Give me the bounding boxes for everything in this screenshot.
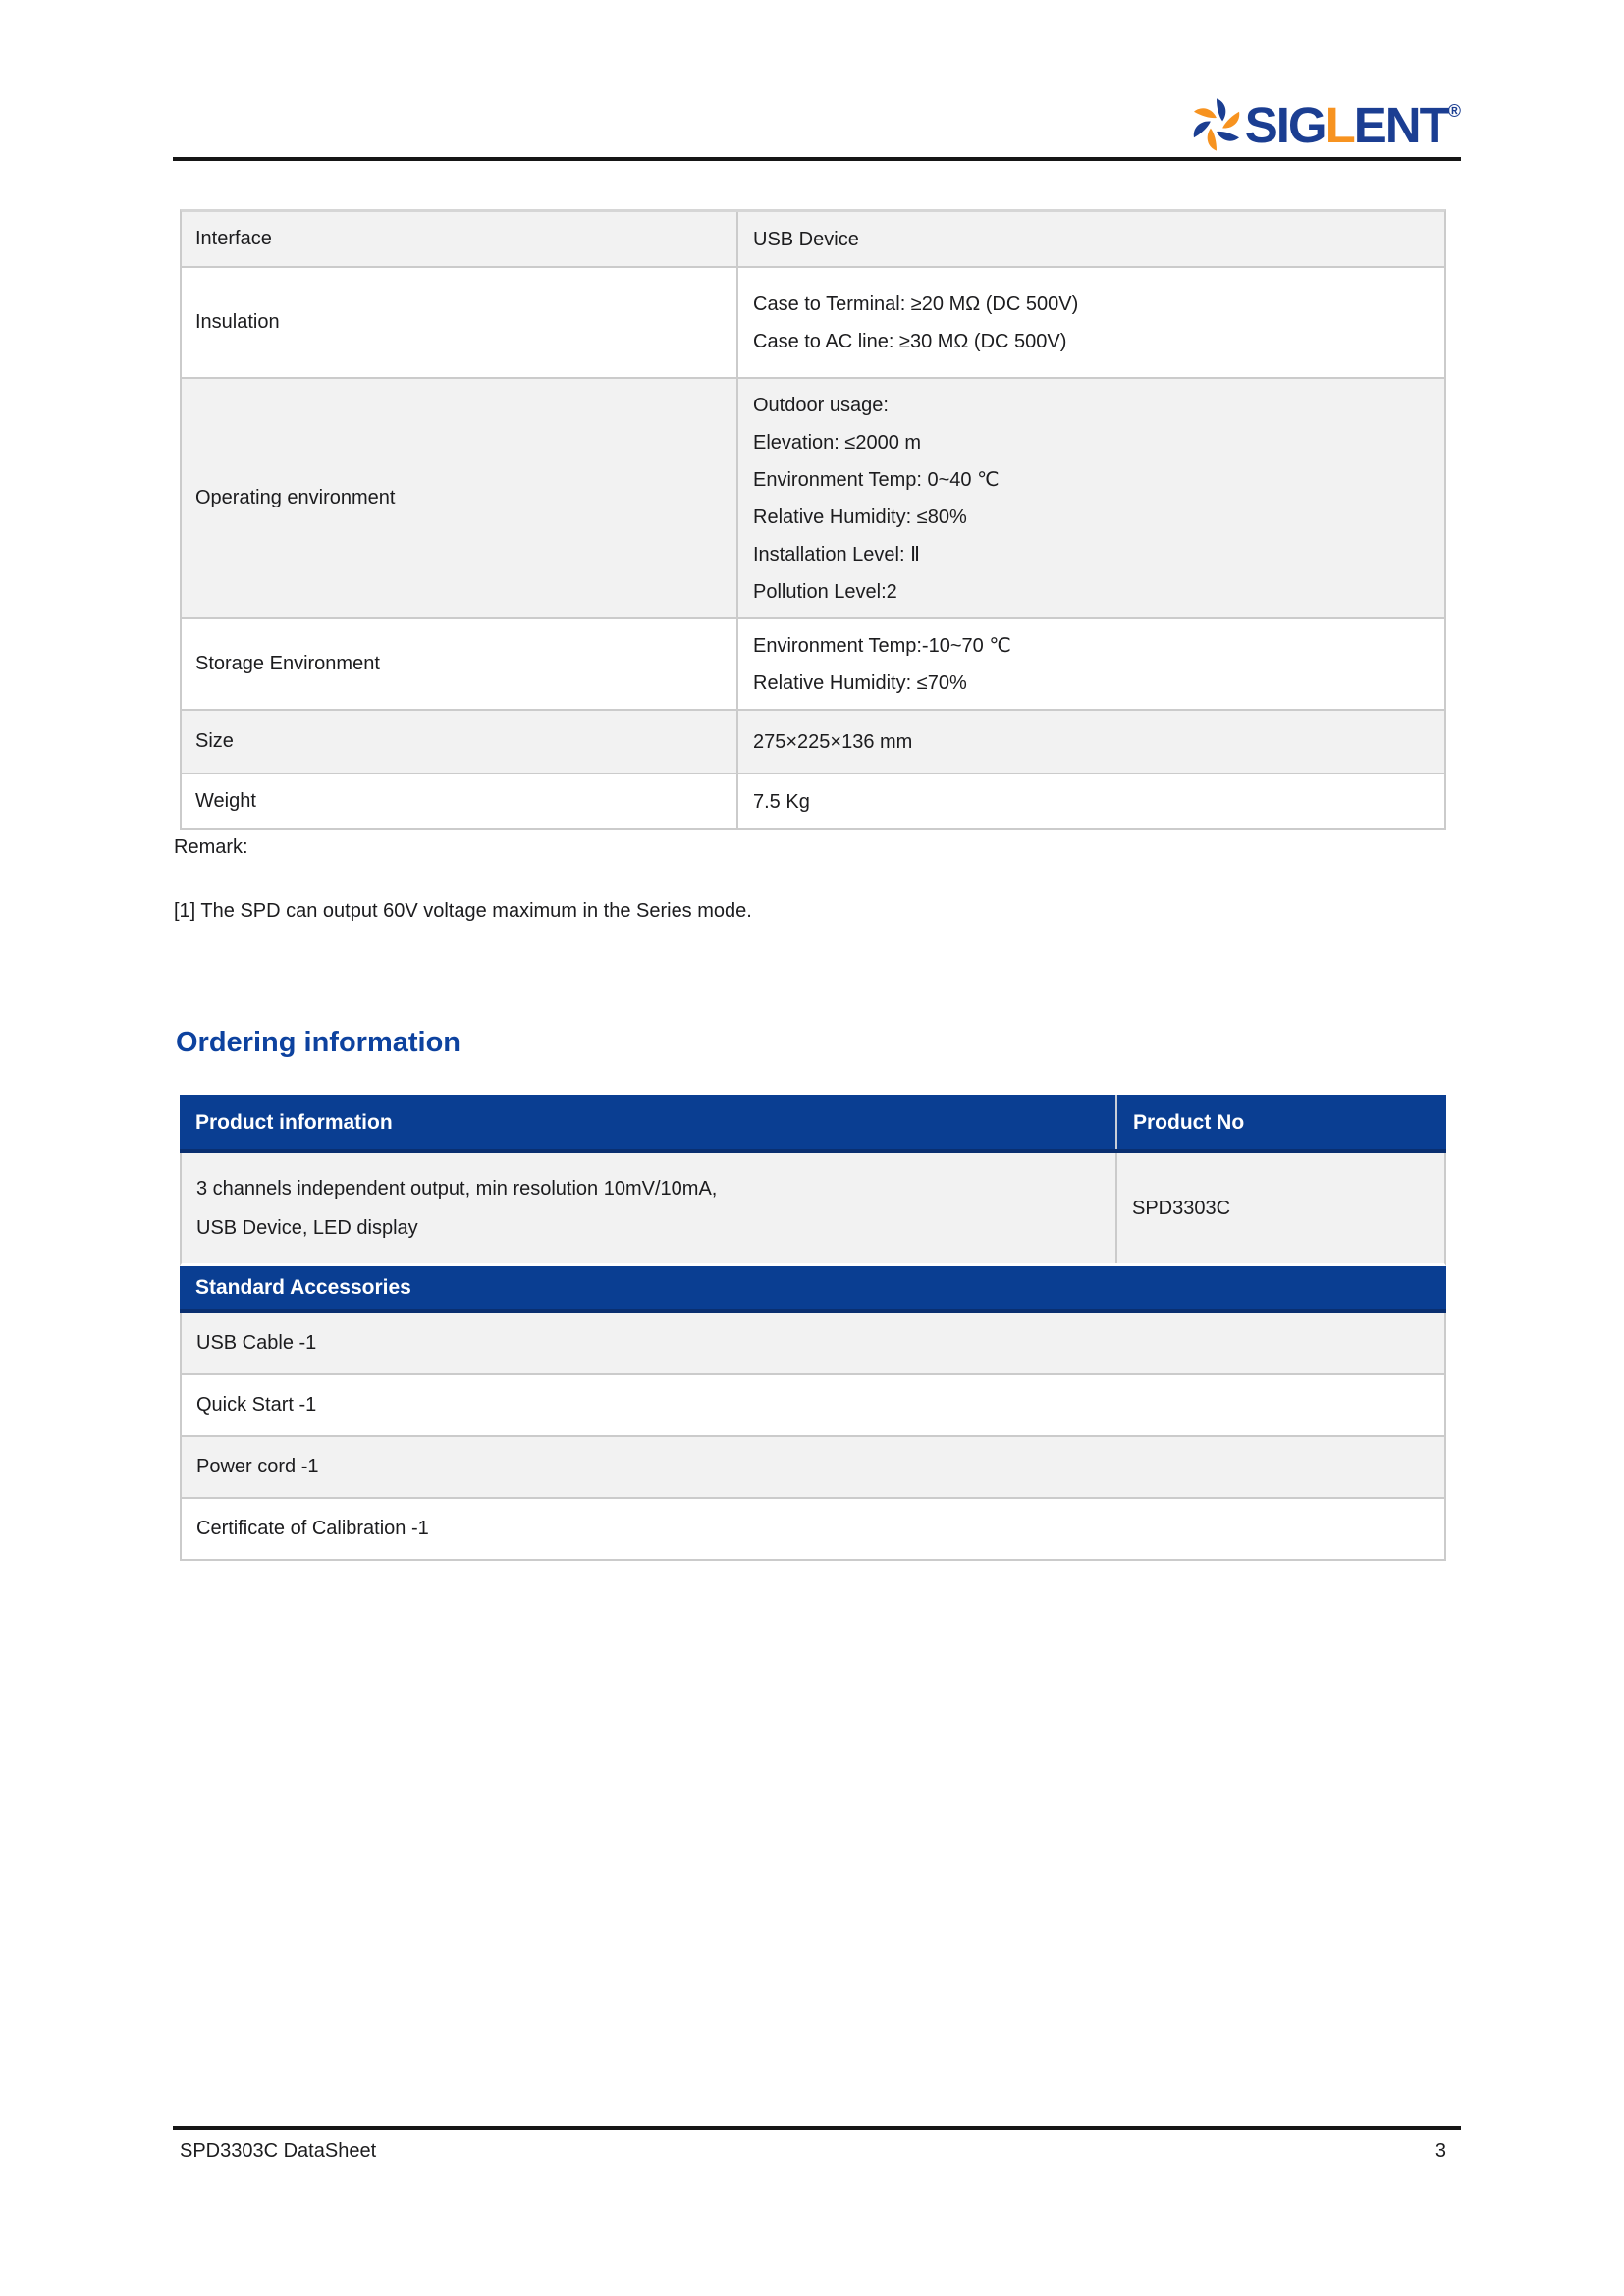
logo-text: SIGLENT — [1244, 96, 1448, 153]
product-number: SPD3303C — [1132, 1197, 1231, 1219]
ordering-table — [180, 1095, 1446, 1561]
product-description-line: 3 channels independent output, min resolution 10mV/10mA, — [196, 1178, 718, 1200]
table-row — [180, 1153, 1446, 1266]
table-row — [180, 1437, 1446, 1499]
spec-label: Size — [182, 711, 738, 773]
table-row — [182, 774, 1444, 828]
spec-value-line: Case to AC line: ≥30 MΩ (DC 500V) — [753, 330, 1067, 352]
spec-value — [738, 268, 1444, 377]
table-row — [182, 212, 1444, 268]
footer — [180, 2140, 1446, 2163]
spec-value-line: 275×225×136 mm — [753, 730, 913, 753]
column-header-product-information: Product information — [195, 1110, 393, 1134]
ordering-table-header-row — [180, 1095, 1446, 1153]
section-heading-ordering-information: Ordering information — [176, 1027, 460, 1058]
pinwheel-icon — [1190, 96, 1243, 153]
standard-accessories-label: Standard Accessories — [195, 1276, 411, 1299]
spec-value-line: Environment Temp: 0~40 ℃ — [753, 468, 1000, 491]
footer-document-title: SPD3303C DataSheet — [180, 2140, 377, 2162]
table-row — [182, 619, 1444, 711]
accessory-item: Quick Start -1 — [196, 1394, 317, 1415]
spec-value-line: Outdoor usage: — [753, 394, 889, 416]
spec-value-line: USB Device — [753, 228, 859, 250]
table-row — [182, 268, 1444, 379]
spec-value-line: Relative Humidity: ≤80% — [753, 506, 967, 528]
product-description-line: USB Device, LED display — [196, 1217, 418, 1239]
accessory-item: Power cord -1 — [196, 1456, 319, 1477]
standard-accessories-header-row — [180, 1266, 1446, 1313]
spec-value-line: Environment Temp:-10~70 ℃ — [753, 634, 1011, 657]
spec-label: Operating environment — [182, 379, 738, 617]
siglent-logo — [1147, 94, 1461, 155]
spec-value — [738, 774, 1444, 828]
table-row — [180, 1313, 1446, 1375]
remark-note: [1] The SPD can output 60V voltage maximum in the Series mode. — [174, 900, 752, 922]
spec-value — [738, 711, 1444, 773]
spec-label: Storage Environment — [182, 619, 738, 709]
spec-value-line: Elevation: ≤2000 m — [753, 431, 922, 454]
header-rule — [173, 157, 1461, 161]
spec-label: Weight — [182, 774, 738, 828]
spec-value — [738, 619, 1444, 709]
table-row — [180, 1499, 1446, 1561]
spec-value-line: Relative Humidity: ≤70% — [753, 671, 967, 694]
table-row — [182, 711, 1444, 774]
spec-value-line: 7.5 Kg — [753, 790, 810, 813]
column-header-product-no: Product No — [1133, 1110, 1245, 1134]
product-description — [182, 1153, 1117, 1263]
spec-value — [738, 212, 1444, 266]
table-row — [182, 379, 1444, 619]
spec-value-line: Installation Level: Ⅱ — [753, 543, 920, 565]
footer-page-number: 3 — [1435, 2140, 1446, 2162]
footer-rule — [173, 2126, 1461, 2130]
remark-title: Remark: — [174, 836, 248, 858]
spec-value-line: Case to Terminal: ≥20 MΩ (DC 500V) — [753, 293, 1079, 315]
accessory-item: USB Cable -1 — [196, 1332, 317, 1354]
accessory-item: Certificate of Calibration -1 — [196, 1518, 429, 1539]
spec-label: Insulation — [182, 268, 738, 377]
spec-value — [738, 379, 1444, 617]
specification-table — [180, 209, 1446, 830]
spec-value-line: Pollution Level:2 — [753, 580, 897, 603]
table-row — [180, 1375, 1446, 1437]
registered-trademark: ® — [1447, 101, 1461, 121]
spec-label: Interface — [182, 212, 738, 266]
